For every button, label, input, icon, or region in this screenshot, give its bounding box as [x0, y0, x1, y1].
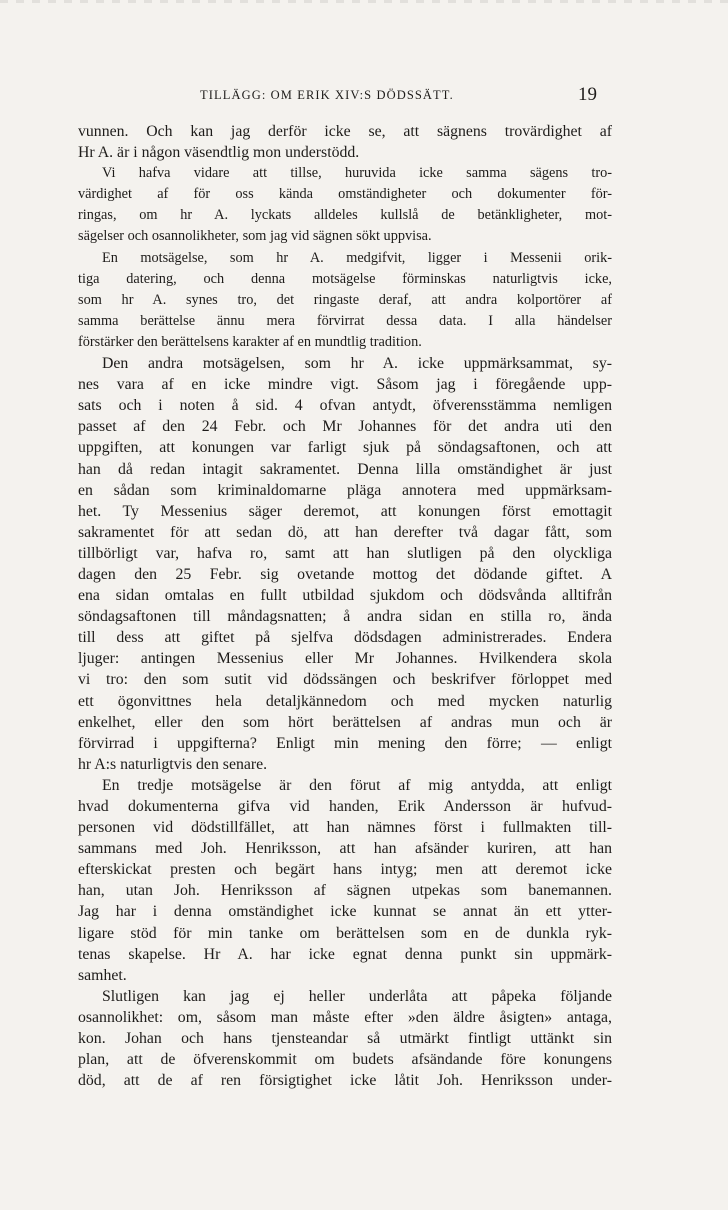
text-line: sägelser och osannolikheter, som jag vid sägnen sökt uppvisa. [78, 228, 432, 245]
text-line: sakramentet för att sedan dö, att han derefter två dagar fått, som [78, 523, 612, 541]
text-line: ena sidan omtalas en fullt utbildad sjukdom och dödsvånda alltifrån [78, 587, 612, 605]
body-text [78, 121, 612, 1091]
text-line: sammans med Joh. Henriksson, att han afsänder kuriren, att han [78, 840, 612, 858]
text-line: ett ögonvittnes hela detaljkännedom och med mycken naturlig [78, 692, 612, 710]
text-line: efterskickat presten och begärt hans intyg; men att deremot icke [78, 861, 612, 879]
text-line: passet af den 24 Febr. och Mr Johannes för det andra uti den [78, 418, 612, 436]
text-line: Hr A. är i någon väsendtlig mon understödd. [78, 144, 360, 162]
scan-edge-decoration [0, 0, 728, 3]
text-line: samma berättelse ännu mera förvirrat dessa data. I alla händelser [78, 312, 612, 329]
text-line: ringas, om hr A. lyckats alldeles kullslå de betänkligheter, mot- [78, 207, 612, 224]
text-line: samhet. [78, 966, 127, 984]
text-line: han då redan intagit sakramentet. Denna lilla omständighet är just [78, 460, 612, 478]
text-line: tenas skapelse. Hr A. har icke egnat denna punkt sin uppmärk- [78, 945, 612, 963]
text-line: Jag har i denna omständighet icke kunnat se annat än ett ytter- [78, 903, 612, 921]
text-line: ligare stöd för min tanke om berättelsen som en de dunkla ryk- [78, 924, 612, 942]
text-line: En tredje motsägelse är den förut af mig antydda, att enligt [102, 776, 612, 794]
text-line: osannolikhet: om, såsom man måste efter »den äldre åsigten» antaga, [78, 1008, 612, 1026]
text-line: tiga datering, och denna motsägelse förminskas naturligtvis icke, [78, 270, 612, 287]
text-line: En motsägelse, som hr A. medgifvit, ligger i Messenii orik- [102, 249, 612, 266]
text-line: plan, att de öfverenskommit om budets afsändande före konungens [78, 1051, 612, 1069]
text-line: het. Ty Messenius säger deremot, att konungen först emottagit [78, 502, 612, 520]
text-line: nes vara af en icke mindre vigt. Såsom jag i föregående upp- [78, 376, 612, 394]
text-line: Slutligen kan jag ej heller underlåta att påpeka följande [102, 987, 612, 1005]
text-line: Den andra motsägelsen, som hr A. icke uppmärksammat, sy- [102, 355, 612, 373]
text-line: hr A:s naturligtvis den senare. [78, 755, 268, 773]
text-line: enkelhet, eller den som hört berättelsen af andras mun och är [78, 713, 612, 731]
text-line: en sådan som kriminaldomarne pläga annotera med uppmärksam- [78, 481, 612, 499]
running-title: TILLÄGG: OM ERIK XIV:S DÖDSSÄTT. [200, 88, 454, 102]
text-line: förvirrad i uppgifterna? Enligt min mening den förre; — enligt [78, 734, 612, 752]
text-line: värdighet af för oss kända omständigheter och dokumenter för- [78, 186, 612, 203]
text-line: vunnen. Och kan jag derför icke se, att sägnens trovärdighet af [78, 123, 612, 140]
text-line: förstärker den berättelsens karakter af en mundtlig tradition. [78, 333, 422, 350]
text-line: dagen den 25 Febr. sig ovetande mottog det dödande giftet. A [78, 565, 612, 583]
page-number: 19 [578, 84, 597, 105]
text-line: som hr A. synes tro, det ringaste deraf, att andra kolportörer af [78, 291, 612, 308]
text-line: Vi hafva vidare att tillse, huruvida icke samma sägens tro- [102, 165, 612, 182]
text-line: död, att de af ren försigtighet icke låtit Joh. Henriksson under- [78, 1072, 612, 1090]
text-line: ljuger: antingen Messenius eller Mr Johannes. Hvilkendera skola [78, 650, 612, 668]
text-line: vi tro: den som sutit vid dödssängen och beskrifver förloppet med [78, 671, 612, 689]
text-line: kon. Johan och hans tjensteandar så utmärkt fintligt uttänkt sin [78, 1030, 612, 1048]
text-line: hvad dokumenterna gifva vid handen, Erik Andersson är hufvud- [78, 798, 612, 815]
text-line: till dess att giftet på sjelfva dödsdagen administrerades. Endera [78, 629, 612, 647]
text-line: uppgiften, att konungen var farligt sjuk på söndagsaftonen, och att [78, 439, 612, 457]
text-line: tillbörligt var, hafva ro, samt att han slutligen på den olyckliga [78, 544, 612, 562]
text-line: söndagsaftonen till måndagsnatten; å andra sidan en stilla ro, ända [78, 608, 612, 626]
text-line: han, utan Joh. Henriksson af sägnen utpekas som banemannen. [78, 882, 612, 900]
text-line: sats och i noten å sid. 4 ofvan antydt, öfverensstämma nemligen [78, 397, 612, 415]
text-line: personen vid dödstillfället, att han nämnes först i fullmakten till- [78, 819, 612, 837]
